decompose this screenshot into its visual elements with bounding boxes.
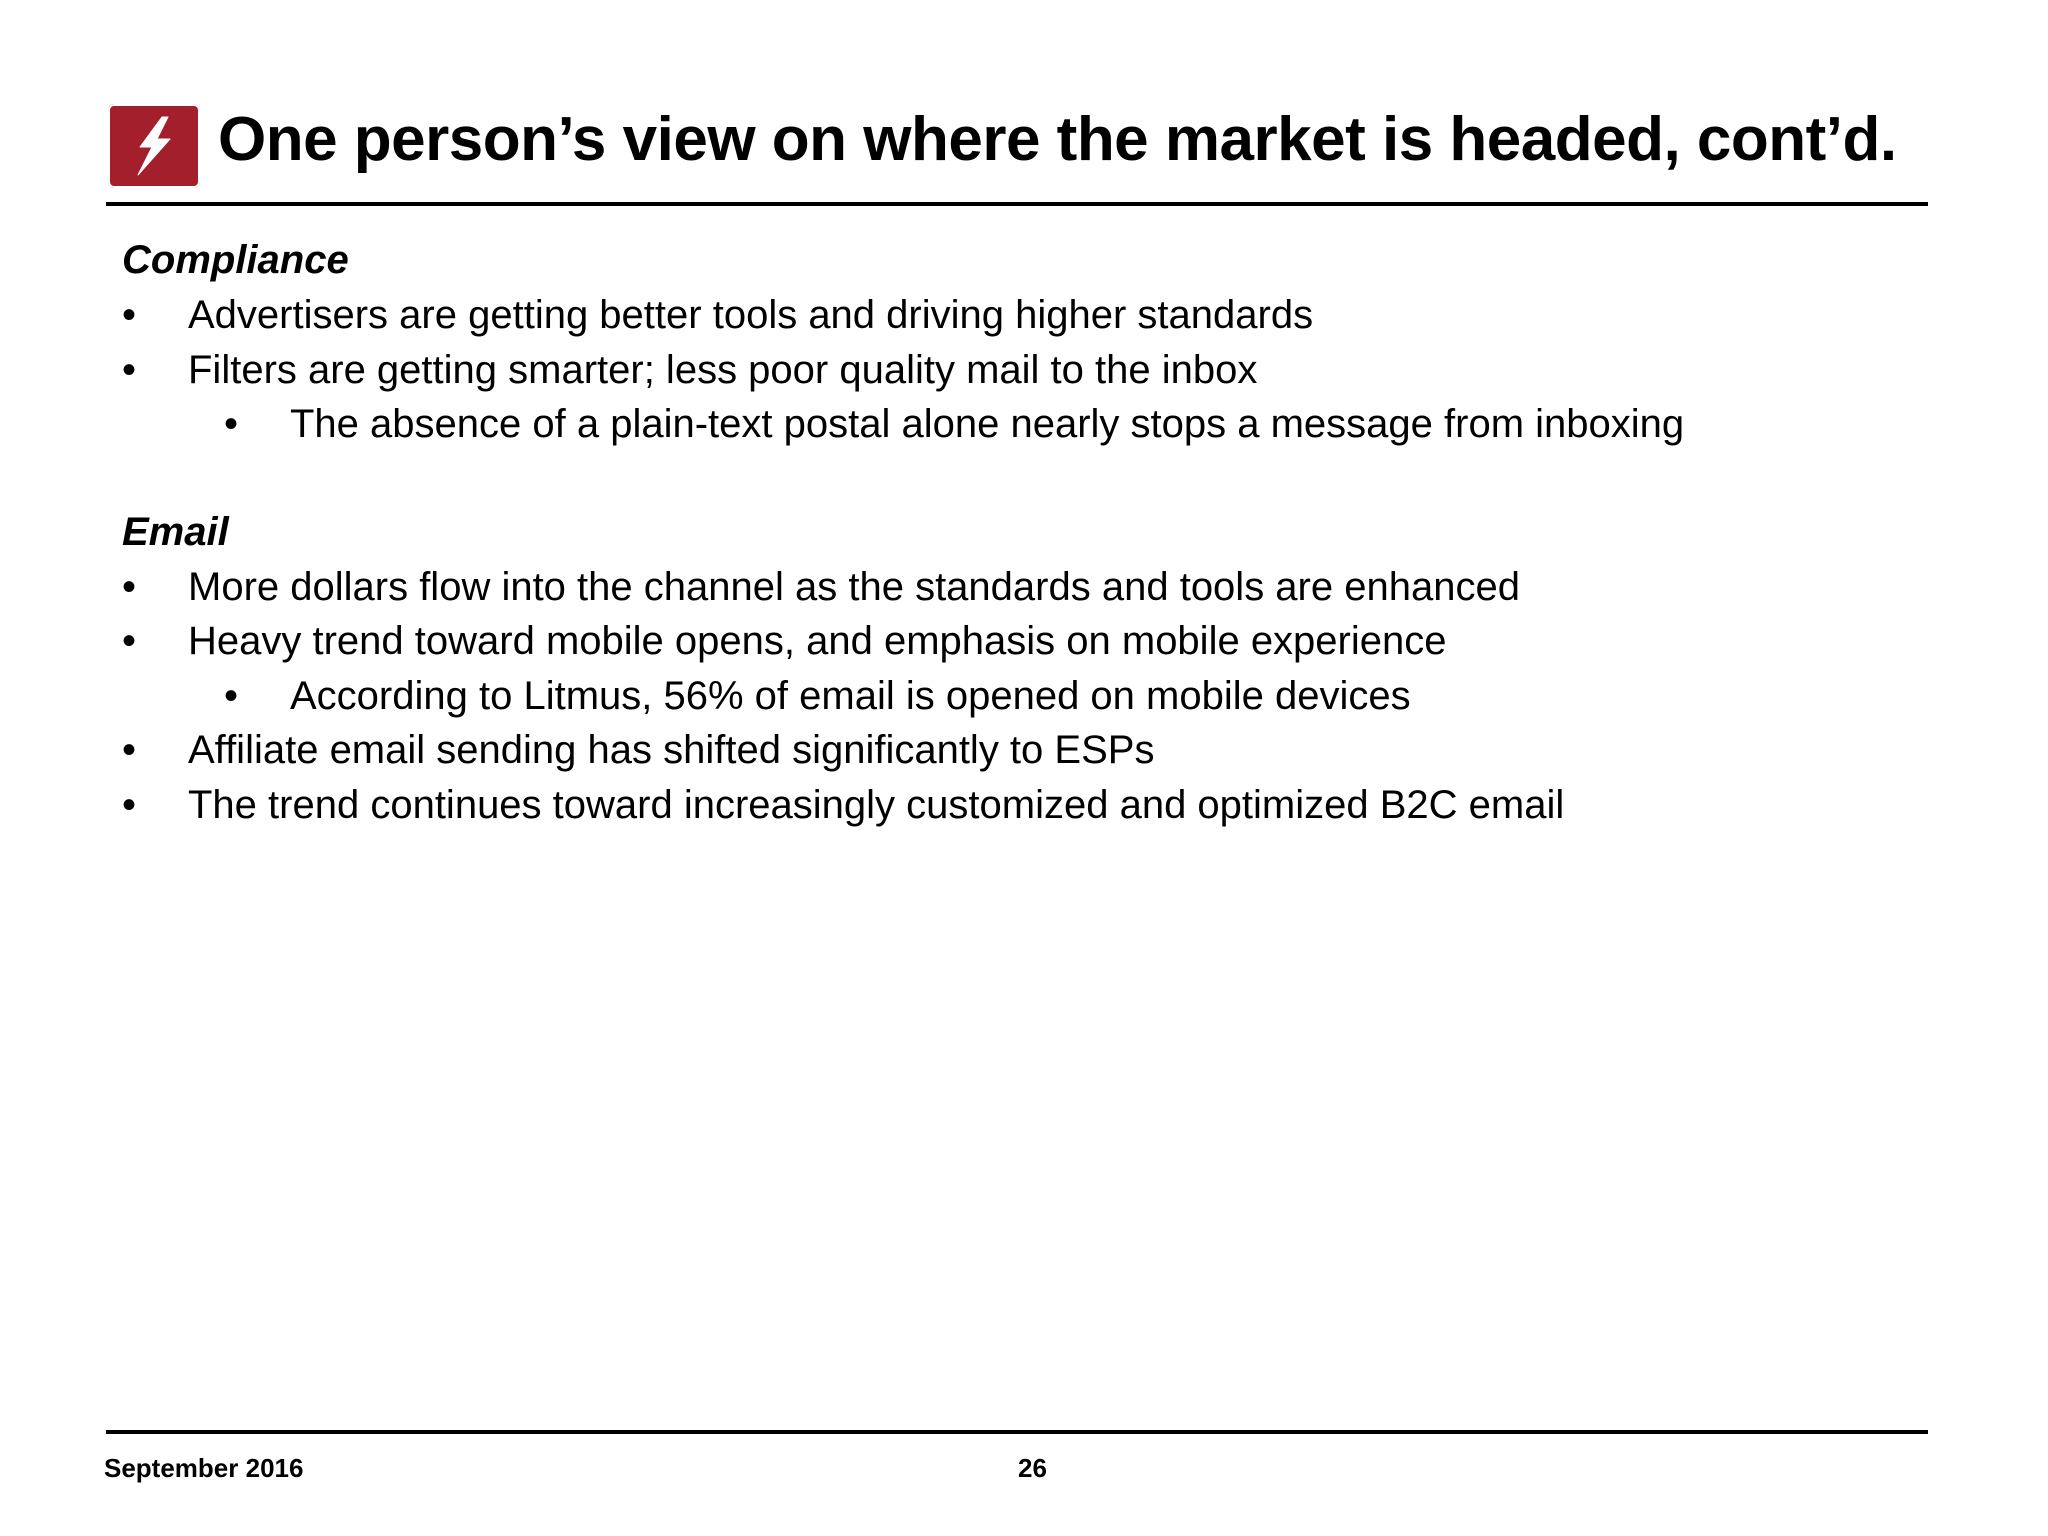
section-email	[122, 504, 1902, 833]
page-number: 26	[1018, 1453, 1047, 1483]
bullet-item: • More dollars flow into the channel as the standards and tools are enhanced	[122, 560, 1902, 615]
footer-divider	[106, 1430, 1928, 1434]
header-divider	[106, 202, 1928, 206]
lightning-bolt-glyph	[132, 115, 176, 177]
bullet-item: • The trend continues toward increasingly customized and optimized B2C email	[122, 778, 1902, 833]
section-compliance	[122, 232, 1902, 452]
bullet-list	[122, 288, 1902, 452]
footer-date: September 2016	[104, 1453, 304, 1483]
section-spacer	[122, 452, 1902, 504]
page-title: One person’s view on where the market is headed, cont’d.	[218, 105, 1897, 174]
section-heading: Email	[122, 509, 229, 554]
bullet-list	[122, 560, 1902, 833]
bullet-item: • Heavy trend toward mobile opens, and emphasis on mobile experience	[122, 614, 1902, 669]
bullet-item: • Filters are getting smarter; less poor quality mail to the inbox	[122, 343, 1902, 398]
section-heading: Compliance	[122, 238, 349, 282]
bullet-item: • Affiliate email sending has shifted significantly to ESPs	[122, 723, 1902, 778]
sub-bullet-item: • According to Litmus, 56% of email is opened on mobile devices	[122, 669, 1902, 724]
bullet-item: • Advertisers are getting better tools and driving higher standards	[122, 288, 1902, 343]
slide-content	[122, 232, 1902, 832]
sub-bullet-item: • The absence of a plain-text postal alone nearly stops a message from inboxing	[122, 397, 1902, 452]
lightning-bolt-icon	[108, 104, 200, 188]
